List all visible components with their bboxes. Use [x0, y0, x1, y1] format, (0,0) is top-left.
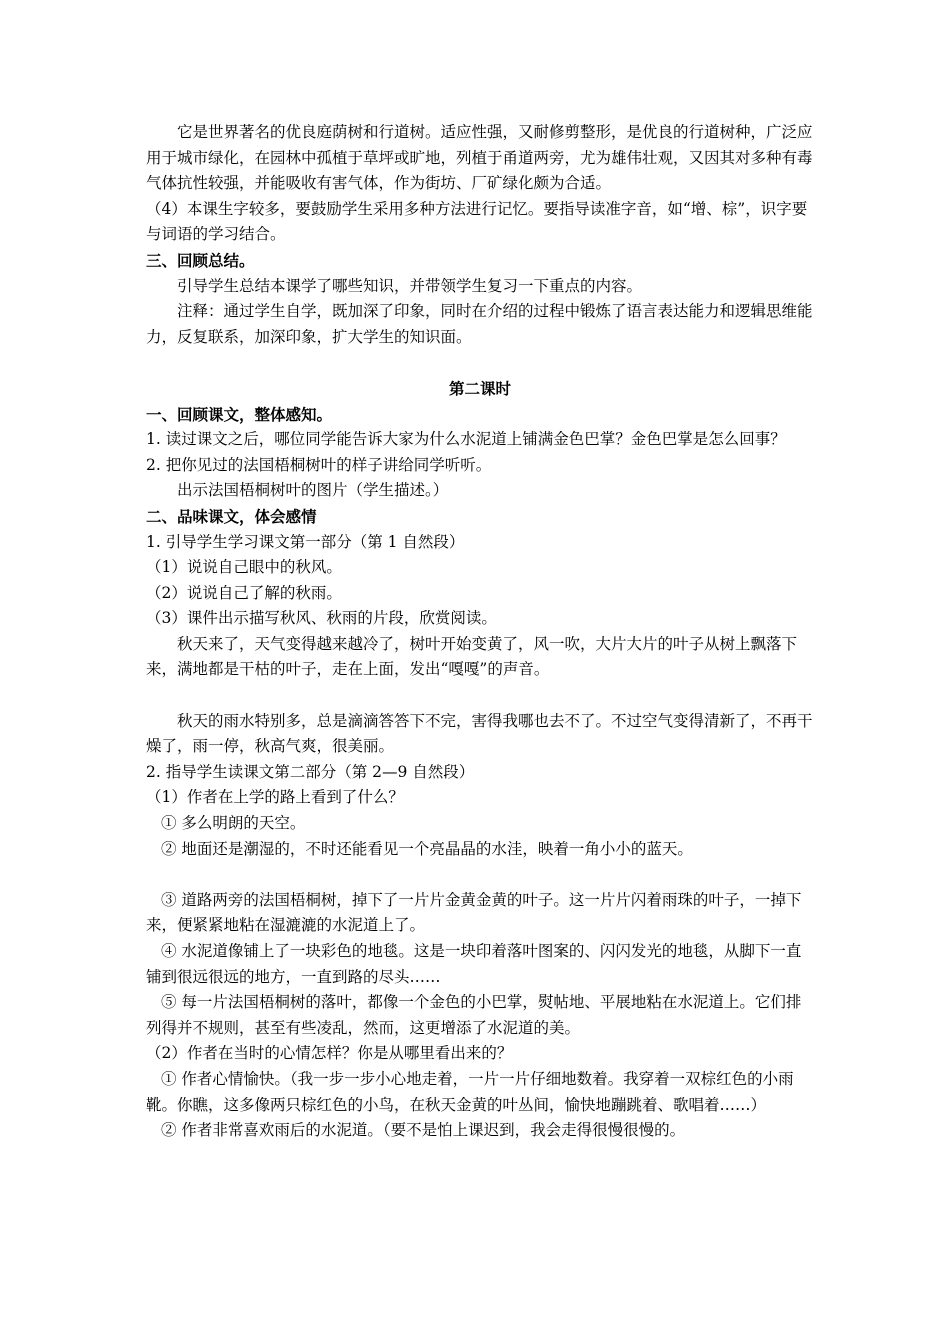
sub-step: （2）作者在当时的心情怎样？你是从哪里看出来的？ — [146, 1044, 513, 1063]
paragraph: 引导学生总结本课学了哪些知识，并带领学生复习一下重点的内容。 — [177, 276, 643, 295]
paragraph: 出示法国梧桐树叶的图片（学生描述。） — [177, 481, 449, 500]
answer-item: ④ 水泥道像铺上了一块彩色的地毯。这是一块印着落叶图案的、闪闪发光的地毯，从脚下一直铺到很远很远的地方，一直到路的尽头…… — [146, 942, 802, 986]
blank-line — [146, 350, 814, 376]
answer-item: ② 作者非常喜欢雨后的水泥道。（要不是怕上课迟到，我会走得很慢很慢的。 — [161, 1121, 686, 1140]
document-page — [146, 120, 814, 1144]
blank-line — [146, 862, 814, 888]
sub-step: （2）说说自己了解的秋雨。 — [146, 583, 342, 602]
answer-item: ① 作者心情愉快。（我一步一步小心地走着，一片一片仔细地数着。我穿着一双棕红色的小雨靴。你瞧，这多像两只棕红色的小鸟，在秋天金黄的叶丛间，愉快地蹦跳着、歌唱着……） — [146, 1069, 794, 1114]
step: 2. 指导学生读课文第二部分（第 2—9 自然段） — [146, 762, 475, 781]
step: 1. 引导学生学习课文第一部分（第 1 自然段） — [146, 532, 465, 551]
lesson-title: 第二课时 — [448, 378, 511, 398]
answer-item: ③ 道路两旁的法国梧桐树，掉下了一片片金黄金黄的叶子。这一片片闪着雨珠的叶子，一掉下来，便紧紧地粘在湿漉漉的水泥道上了。 — [146, 890, 802, 935]
sub-step: （1）说说自己眼中的秋风。 — [146, 558, 342, 577]
sub-step: （3）课件出示描写秋风、秋雨的片段，欣赏阅读。 — [146, 609, 497, 628]
paragraph: 注释：通过学生自学，既加深了印象，同时在介绍的过程中锻炼了语言表达能力和逻辑思维能力，反复联系，加深印象，扩大学生的知识面。 — [146, 302, 813, 346]
blank-line — [146, 683, 814, 709]
paragraph: 它是世界著名的优良庭荫树和行道树。适应性强，又耐修剪整形，是优良的行道树种，广泛应用于城市绿化，在园林中孤植于草坪或旷地，列植于甬道两旁，尤为雄伟壮观，又因其对多种有毒气体抗性较强，并能吸收有害气体，作为街坊、厂矿绿化颇为合适。 — [146, 123, 813, 193]
section-heading: 三、回顾总结。 — [146, 250, 255, 270]
question: 2. 把你见过的法国梧桐树叶的样子讲给同学听听。 — [146, 455, 492, 474]
reading-passage: 秋天的雨水特别多，总是滴滴答答下不完，害得我哪也去不了。不过空气变得清新了，不再干燥了，雨一停，秋高气爽，很美丽。 — [146, 711, 813, 756]
section-heading: 二、品味课文，体会感情 — [146, 506, 317, 526]
question: 1. 读过课文之后，哪位同学能告诉大家为什么水泥道上铺满金色巴掌？金色巴掌是怎么回事？ — [146, 430, 786, 449]
answer-item: ② 地面还是潮湿的，不时还能看见一个亮晶晶的水洼，映着一角小小的蓝天。 — [161, 839, 693, 858]
section-heading: 一、回顾课文，整体感知。 — [146, 404, 333, 424]
sub-step: （1）作者在上学的路上看到了什么？ — [146, 788, 404, 807]
paragraph: （4）本课生字较多，要鼓励学生采用多种方法进行记忆。要指导读准字音，如“增、棕”，识字要与词语的学习结合。 — [146, 199, 808, 244]
reading-passage: 秋天来了，天气变得越来越冷了，树叶开始变黄了，风一吹，大片大片的叶子从树上飘落下来，满地都是干枯的叶子，走在上面，发出“嘎嘎”的声音。 — [146, 634, 798, 679]
answer-item: ⑤ 每一片法国梧桐树的落叶，都像一个金色的小巴掌，熨帖地、平展地粘在水泥道上。它们排列得并不规则，甚至有些凌乱，然而，这更增添了水泥道的美。 — [146, 993, 802, 1037]
answer-item: ① 多么明朗的天空。 — [161, 814, 306, 833]
